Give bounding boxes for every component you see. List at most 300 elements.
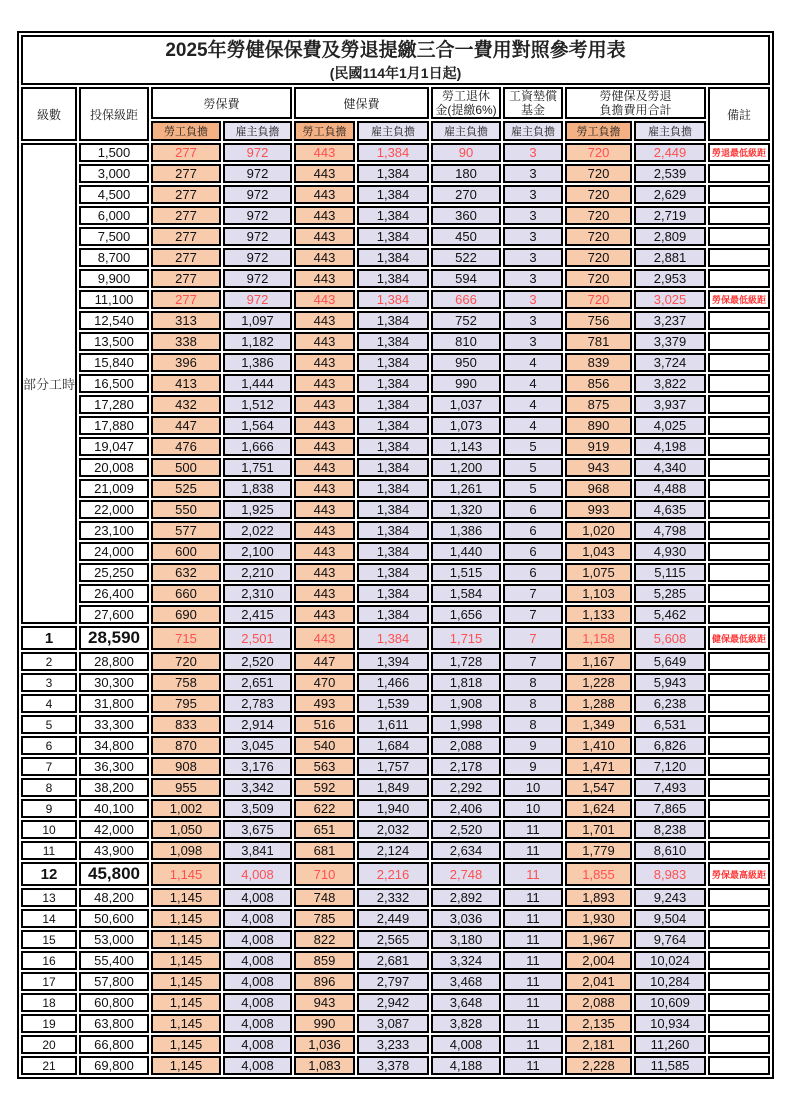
salary-bracket-cell: 36,300 [79,757,149,776]
total-employee-cell: 1,471 [565,757,632,776]
salary-bracket-cell: 53,000 [79,930,149,949]
total-employer-cell: 3,237 [634,311,706,330]
total-employee-cell: 720 [565,143,632,162]
table-row [21,227,770,246]
total-employee-cell: 943 [565,458,632,477]
health-employee-cell: 990 [294,1014,355,1033]
health-employee-cell: 785 [294,909,355,928]
labor-employer-cell: 972 [223,248,292,267]
table-row [21,673,770,692]
salary-bracket-cell: 69,800 [79,1056,149,1075]
total-employer-cell: 7,493 [634,778,706,797]
total-employee-cell: 720 [565,164,632,183]
salary-bracket-cell: 12,540 [79,311,149,330]
total-employer-cell: 2,449 [634,143,706,162]
total-employer-cell: 3,937 [634,395,706,414]
wage-fund-employer-cell: 3 [503,164,563,183]
wage-fund-employer-cell: 4 [503,395,563,414]
total-employee-cell: 2,088 [565,993,632,1012]
salary-bracket-cell: 24,000 [79,542,149,561]
health-employer-cell: 2,216 [357,862,429,886]
subheader-total-employee: 勞工負擔 [565,121,632,141]
health-employer-cell: 1,384 [357,374,429,393]
table-row [21,652,770,671]
header-wage-fund [503,87,563,119]
health-employee-cell: 1,083 [294,1056,355,1075]
labor-employee-cell: 525 [151,479,221,498]
labor-employee-cell: 1,145 [151,1035,221,1054]
level-cell: 4 [21,694,77,713]
total-employer-cell: 2,881 [634,248,706,267]
labor-employer-cell: 972 [223,164,292,183]
pension-employer-cell: 1,440 [431,542,501,561]
header-labor-insurance: 勞保費 [151,87,292,119]
table-row [21,888,770,907]
remark-cell [708,206,770,225]
total-employee-cell: 1,624 [565,799,632,818]
remark-cell [708,353,770,372]
total-employee-cell: 2,228 [565,1056,632,1075]
total-employer-cell: 10,609 [634,993,706,1012]
total-employer-cell: 5,943 [634,673,706,692]
total-employer-cell: 10,934 [634,1014,706,1033]
pension-employer-cell: 1,320 [431,500,501,519]
subheader-health-employer: 雇主負擔 [357,121,429,141]
labor-employer-cell: 1,512 [223,395,292,414]
pension-employer-cell: 1,261 [431,479,501,498]
health-employee-cell: 443 [294,227,355,246]
health-employer-cell: 1,940 [357,799,429,818]
salary-bracket-cell: 16,500 [79,374,149,393]
wage-fund-employer-cell: 11 [503,888,563,907]
labor-employee-cell: 277 [151,290,221,309]
pension-employer-cell: 180 [431,164,501,183]
pension-employer-cell: 90 [431,143,501,162]
pension-employer-cell: 1,908 [431,694,501,713]
wage-fund-employer-cell: 9 [503,757,563,776]
wage-fund-employer-cell: 3 [503,332,563,351]
labor-employer-cell: 3,675 [223,820,292,839]
remark-cell [708,332,770,351]
labor-employer-cell: 1,444 [223,374,292,393]
level-cell: 19 [21,1014,77,1033]
remark-cell [708,972,770,991]
level-cell: 18 [21,993,77,1012]
health-employer-cell: 1,384 [357,626,429,650]
total-employer-cell: 10,284 [634,972,706,991]
premium-comparison-table [17,31,774,1079]
total-employee-cell: 1,779 [565,841,632,860]
salary-bracket-cell: 8,700 [79,248,149,267]
pension-employer-cell: 2,892 [431,888,501,907]
total-employer-cell: 8,983 [634,862,706,886]
health-employer-cell: 2,332 [357,888,429,907]
table-row [21,395,770,414]
table-row [21,542,770,561]
labor-employee-cell: 432 [151,395,221,414]
subheader-pension-employer: 雇主負擔 [431,121,501,141]
labor-employee-cell: 277 [151,185,221,204]
pension-employer-cell: 2,520 [431,820,501,839]
pension-employer-cell: 3,828 [431,1014,501,1033]
total-employer-cell: 7,865 [634,799,706,818]
table-row [21,185,770,204]
health-employer-cell: 2,797 [357,972,429,991]
labor-employer-cell: 2,415 [223,605,292,624]
labor-employer-cell: 4,008 [223,993,292,1012]
subheader-fund-employer: 雇主負擔 [503,121,563,141]
pension-employer-cell: 1,143 [431,437,501,456]
total-employer-cell: 2,719 [634,206,706,225]
wage-fund-employer-cell: 6 [503,542,563,561]
health-employee-cell: 443 [294,206,355,225]
table-row [21,374,770,393]
salary-bracket-cell: 28,590 [79,626,149,650]
wage-fund-employer-cell: 11 [503,1056,563,1075]
wage-fund-employer-cell: 7 [503,584,563,603]
wage-fund-employer-cell: 7 [503,605,563,624]
labor-employer-cell: 4,008 [223,888,292,907]
pension-employer-cell: 990 [431,374,501,393]
labor-employee-cell: 908 [151,757,221,776]
health-employee-cell: 651 [294,820,355,839]
salary-bracket-cell: 43,900 [79,841,149,860]
health-employer-cell: 1,384 [357,395,429,414]
level-cell: 15 [21,930,77,949]
salary-bracket-cell: 60,800 [79,993,149,1012]
health-employer-cell: 1,539 [357,694,429,713]
health-employee-cell: 896 [294,972,355,991]
pension-employer-cell: 2,292 [431,778,501,797]
labor-employer-cell: 2,914 [223,715,292,734]
health-employer-cell: 1,384 [357,437,429,456]
health-employee-cell: 710 [294,862,355,886]
labor-employee-cell: 758 [151,673,221,692]
total-employer-cell: 4,488 [634,479,706,498]
total-employee-cell: 720 [565,185,632,204]
header-total-line1: 勞健保及勞退 [599,89,672,103]
level-cell: 13 [21,888,77,907]
total-employer-cell: 2,953 [634,269,706,288]
wage-fund-employer-cell: 3 [503,185,563,204]
level-cell: 16 [21,951,77,970]
labor-employer-cell: 3,841 [223,841,292,860]
pension-employer-cell: 4,008 [431,1035,501,1054]
labor-employee-cell: 577 [151,521,221,540]
remark-cell [708,820,770,839]
wage-fund-employer-cell: 8 [503,715,563,734]
total-employer-cell: 8,238 [634,820,706,839]
remark-cell [708,993,770,1012]
table-row [21,521,770,540]
health-employer-cell: 2,565 [357,930,429,949]
salary-bracket-cell: 21,009 [79,479,149,498]
subheader-health-employee: 勞工負擔 [294,121,355,141]
pension-employer-cell: 752 [431,311,501,330]
salary-bracket-cell: 55,400 [79,951,149,970]
total-employer-cell: 3,025 [634,290,706,309]
health-employer-cell: 1,384 [357,416,429,435]
table-row [21,353,770,372]
total-employee-cell: 968 [565,479,632,498]
pension-employer-cell: 1,200 [431,458,501,477]
health-employee-cell: 493 [294,694,355,713]
health-employee-cell: 563 [294,757,355,776]
total-employee-cell: 1,410 [565,736,632,755]
total-employer-cell: 2,629 [634,185,706,204]
table-row [21,951,770,970]
header-health-insurance: 健保費 [294,87,429,119]
health-employee-cell: 443 [294,500,355,519]
health-employer-cell: 1,394 [357,652,429,671]
labor-employee-cell: 500 [151,458,221,477]
wage-fund-employer-cell: 11 [503,909,563,928]
health-employer-cell: 1,384 [357,479,429,498]
page-title: 2025年勞健保保費及勞退提繳三合一費用對照參考用表 [165,40,626,61]
subheader-labor-employer: 雇主負擔 [223,121,292,141]
labor-employee-cell: 1,098 [151,841,221,860]
salary-bracket-cell: 45,800 [79,862,149,886]
pension-employer-cell: 2,088 [431,736,501,755]
health-employer-cell: 2,449 [357,909,429,928]
health-employer-cell: 1,849 [357,778,429,797]
pension-employer-cell: 1,515 [431,563,501,582]
salary-bracket-cell: 22,000 [79,500,149,519]
health-employee-cell: 443 [294,311,355,330]
pension-employer-cell: 2,406 [431,799,501,818]
salary-bracket-cell: 66,800 [79,1035,149,1054]
wage-fund-employer-cell: 3 [503,227,563,246]
salary-bracket-cell: 23,100 [79,521,149,540]
health-employee-cell: 443 [294,563,355,582]
labor-employee-cell: 550 [151,500,221,519]
labor-employer-cell: 4,008 [223,862,292,886]
table-row [21,458,770,477]
remark-cell [708,479,770,498]
health-employer-cell: 2,032 [357,820,429,839]
salary-bracket-cell: 25,250 [79,563,149,582]
total-employee-cell: 720 [565,269,632,288]
salary-bracket-cell: 19,047 [79,437,149,456]
salary-bracket-cell: 28,800 [79,652,149,671]
health-employer-cell: 3,233 [357,1035,429,1054]
level-cell: 8 [21,778,77,797]
labor-employee-cell: 277 [151,164,221,183]
table-row [21,972,770,991]
labor-employer-cell: 2,651 [223,673,292,692]
total-employer-cell: 4,025 [634,416,706,435]
labor-employer-cell: 2,022 [223,521,292,540]
pension-employer-cell: 270 [431,185,501,204]
total-employer-cell: 5,115 [634,563,706,582]
table-row [21,332,770,351]
health-employee-cell: 443 [294,542,355,561]
remark-cell [708,778,770,797]
table-row [21,584,770,603]
total-employee-cell: 1,228 [565,673,632,692]
total-employee-cell: 720 [565,290,632,309]
pension-employer-cell: 4,188 [431,1056,501,1075]
remark-cell [708,521,770,540]
total-employer-cell: 9,243 [634,888,706,907]
header-level: 級數 [21,87,77,141]
health-employee-cell: 443 [294,437,355,456]
health-employer-cell: 1,384 [357,563,429,582]
total-employee-cell: 1,855 [565,862,632,886]
level-cell: 6 [21,736,77,755]
wage-fund-employer-cell: 11 [503,993,563,1012]
total-employer-cell: 5,285 [634,584,706,603]
remark-cell: 勞退最低級距 [708,143,770,162]
total-employee-cell: 1,158 [565,626,632,650]
labor-employee-cell: 1,145 [151,951,221,970]
health-employee-cell: 943 [294,993,355,1012]
salary-bracket-cell: 26,400 [79,584,149,603]
health-employee-cell: 443 [294,458,355,477]
table-row [21,778,770,797]
salary-bracket-cell: 31,800 [79,694,149,713]
labor-employee-cell: 955 [151,778,221,797]
health-employer-cell: 2,681 [357,951,429,970]
table-row [21,206,770,225]
labor-employer-cell: 2,783 [223,694,292,713]
header-wage-fund-line2: 基金 [521,103,546,117]
salary-bracket-cell: 1,500 [79,143,149,162]
table-row [21,479,770,498]
salary-bracket-cell: 4,500 [79,185,149,204]
salary-bracket-cell: 20,008 [79,458,149,477]
health-employer-cell: 1,384 [357,584,429,603]
remark-cell [708,888,770,907]
health-employee-cell: 443 [294,332,355,351]
total-employee-cell: 756 [565,311,632,330]
pension-employer-cell: 950 [431,353,501,372]
health-employer-cell: 1,384 [357,353,429,372]
header-salary-bracket: 投保級距 [79,87,149,141]
table-row [21,605,770,624]
header-pension-line2: 金(提繳6%) [435,103,497,117]
salary-bracket-cell: 11,100 [79,290,149,309]
table-row [21,1035,770,1054]
pension-employer-cell: 3,036 [431,909,501,928]
total-employee-cell: 993 [565,500,632,519]
level-cell: 9 [21,799,77,818]
pension-employer-cell: 2,748 [431,862,501,886]
table-row [21,694,770,713]
subheader-labor-employee: 勞工負擔 [151,121,221,141]
pension-employer-cell: 1,728 [431,652,501,671]
total-employer-cell: 3,724 [634,353,706,372]
labor-employee-cell: 715 [151,626,221,650]
labor-employer-cell: 3,342 [223,778,292,797]
header-pension [431,87,501,119]
pension-employer-cell: 1,818 [431,673,501,692]
wage-fund-employer-cell: 4 [503,374,563,393]
wage-fund-employer-cell: 6 [503,563,563,582]
health-employer-cell: 1,384 [357,290,429,309]
labor-employer-cell: 1,182 [223,332,292,351]
table-row [21,736,770,755]
page-subtitle: (民國114年1月1日起) [329,65,462,81]
table-row [21,841,770,860]
remark-cell [708,248,770,267]
remark-cell [708,909,770,928]
level-cell: 17 [21,972,77,991]
remark-cell [708,374,770,393]
wage-fund-employer-cell: 11 [503,862,563,886]
health-employee-cell: 443 [294,143,355,162]
table-row [21,626,770,650]
table-row [21,164,770,183]
table-row [21,248,770,267]
labor-employee-cell: 277 [151,143,221,162]
health-employee-cell: 443 [294,416,355,435]
remark-cell [708,311,770,330]
pension-employer-cell: 3,468 [431,972,501,991]
total-employer-cell: 5,462 [634,605,706,624]
labor-employer-cell: 2,100 [223,542,292,561]
table-row [21,1014,770,1033]
salary-bracket-cell: 34,800 [79,736,149,755]
labor-employer-cell: 4,008 [223,930,292,949]
total-employee-cell: 1,930 [565,909,632,928]
remark-cell [708,416,770,435]
level-cell: 11 [21,841,77,860]
labor-employer-cell: 2,520 [223,652,292,671]
level-cell: 5 [21,715,77,734]
labor-employee-cell: 413 [151,374,221,393]
wage-fund-employer-cell: 10 [503,778,563,797]
pension-employer-cell: 3,180 [431,930,501,949]
health-employee-cell: 443 [294,479,355,498]
health-employer-cell: 1,384 [357,164,429,183]
remark-cell [708,164,770,183]
total-employee-cell: 2,181 [565,1035,632,1054]
labor-employee-cell: 447 [151,416,221,435]
health-employee-cell: 540 [294,736,355,755]
salary-bracket-cell: 27,600 [79,605,149,624]
health-employer-cell: 1,384 [357,248,429,267]
total-employer-cell: 9,504 [634,909,706,928]
total-employee-cell: 1,075 [565,563,632,582]
health-employer-cell: 1,384 [357,143,429,162]
labor-employee-cell: 277 [151,206,221,225]
remark-cell [708,930,770,949]
total-employer-cell: 5,608 [634,626,706,650]
total-employer-cell: 4,198 [634,437,706,456]
total-employer-cell: 2,539 [634,164,706,183]
health-employee-cell: 822 [294,930,355,949]
part-time-merged-cell: 部分工時 [21,143,77,624]
table-row [21,311,770,330]
total-employee-cell: 2,004 [565,951,632,970]
labor-employer-cell: 4,008 [223,1014,292,1033]
labor-employee-cell: 795 [151,694,221,713]
pension-employer-cell: 522 [431,248,501,267]
table-row [21,930,770,949]
pension-employer-cell: 810 [431,332,501,351]
salary-bracket-cell: 38,200 [79,778,149,797]
total-employer-cell: 4,635 [634,500,706,519]
labor-employee-cell: 1,145 [151,909,221,928]
total-employee-cell: 1,020 [565,521,632,540]
total-employee-cell: 1,043 [565,542,632,561]
wage-fund-employer-cell: 11 [503,930,563,949]
total-employer-cell: 3,822 [634,374,706,393]
level-cell: 21 [21,1056,77,1075]
pension-employer-cell: 1,386 [431,521,501,540]
salary-bracket-cell: 13,500 [79,332,149,351]
